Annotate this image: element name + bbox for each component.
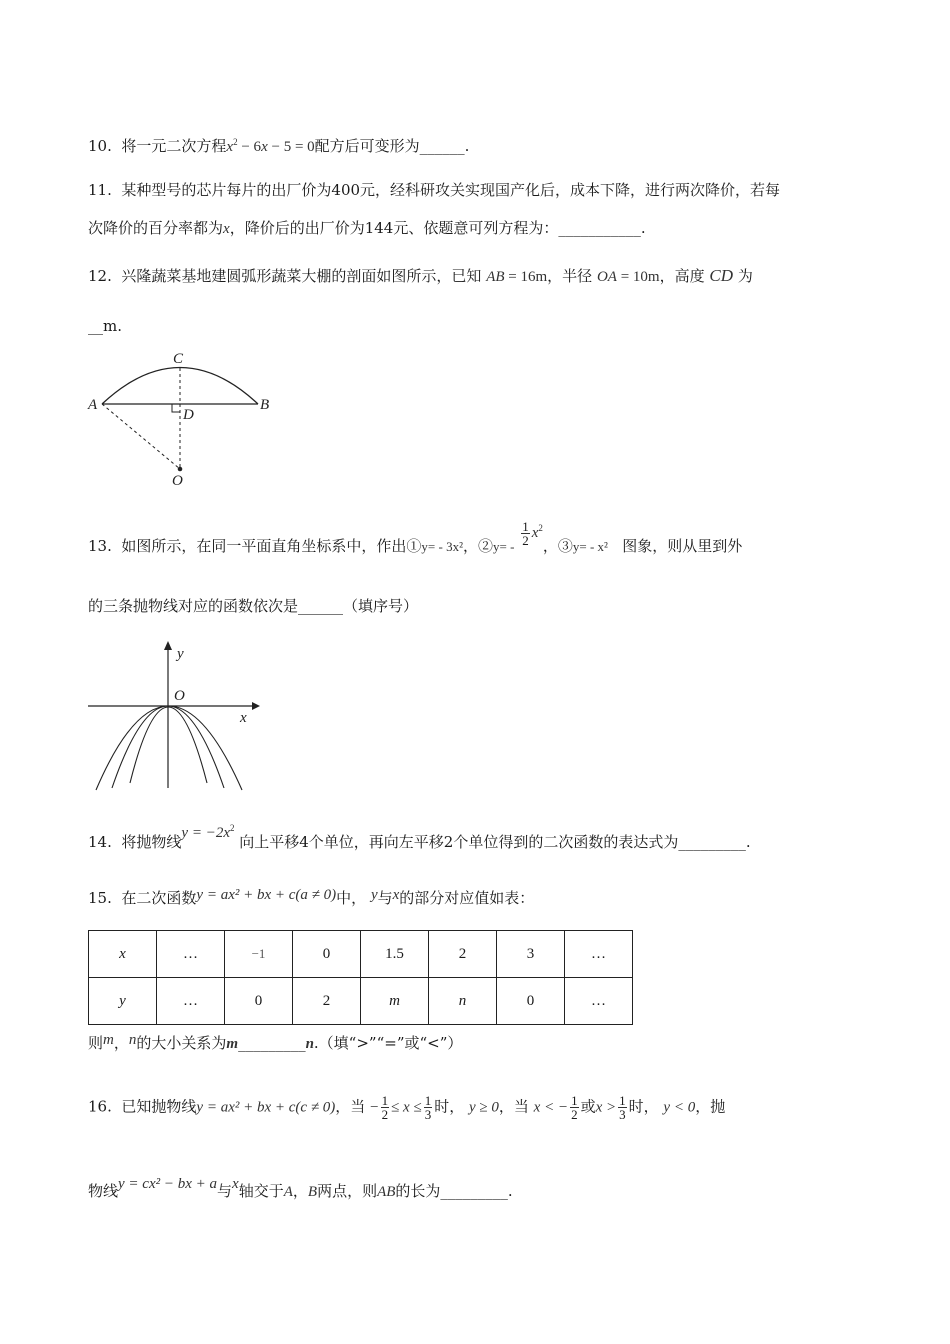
fraction-one-third: $\frac{1}{3}$ xyxy=(424,1093,432,1122)
table-cell: 0 xyxy=(497,978,565,1025)
parabolas-figure xyxy=(80,638,280,798)
table-cell: y xyxy=(89,978,157,1025)
label-b: B xyxy=(260,397,270,413)
question-14: 14. 将抛物线$y = -2x^2$ 向上平移4个单位，再向左平移2个单位得到的二次函数的表达式为_________. xyxy=(88,823,751,851)
question-13-line2: 的三条抛物线对应的函数依次是______（填序号） xyxy=(88,597,419,615)
label-d: D xyxy=(183,407,194,423)
label-o: O xyxy=(174,688,185,704)
question-15-after: 则m，n的大小关系为m_________n.（填“>”“=”或“<”） xyxy=(88,1032,463,1052)
table-cell: … xyxy=(565,931,633,978)
label-o: O xyxy=(172,473,183,489)
table-row-x xyxy=(89,931,633,978)
question-16-line2: 物线y = cx² − bx + a与x轴交于A，B两点，则AB的长为_________. xyxy=(88,1176,513,1200)
fraction-one-half: $\frac{1}{2}$ xyxy=(571,1093,578,1122)
table-cell: … xyxy=(157,931,225,978)
table-row-y xyxy=(89,978,633,1025)
table-cell: m xyxy=(361,978,429,1025)
table-cell: 0 xyxy=(225,978,293,1025)
table-cell: … xyxy=(565,978,633,1025)
table-cell: … xyxy=(157,978,225,1025)
table-cell: −1 xyxy=(225,931,293,978)
y-axis-arrow xyxy=(164,641,172,650)
value-table xyxy=(88,930,633,1025)
question-11-line2: 次降价的百分率都为x，降价后的出厂价为144元、依题意可列方程为：___________. xyxy=(88,219,646,237)
table-cell: 2 xyxy=(429,931,497,978)
right-angle-mark xyxy=(172,404,180,412)
table-cell: 3 xyxy=(497,931,565,978)
label-c: C xyxy=(173,351,184,367)
arc-greenhouse-figure xyxy=(80,345,290,490)
fraction-one-half: $\frac{1}{2}$ xyxy=(381,1093,389,1122)
label-y: y xyxy=(177,646,184,662)
x-axis-arrow xyxy=(252,702,260,710)
fraction-one-third: $\frac{1}{3}$ xyxy=(619,1093,626,1122)
question-11: 11. 某种型号的芯片每片的出厂价为400元，经科研攻关实现国产化后，成本下降，进行两次降价，若每 xyxy=(88,181,781,199)
fraction-one-half: $\frac{1}{2}$ xyxy=(522,518,529,548)
label-x: x xyxy=(240,710,247,726)
table-cell: x xyxy=(89,931,157,978)
question-12-line2: __m. xyxy=(88,317,122,335)
label-a: A xyxy=(88,397,98,413)
question-10: 10. 将一元二次方程$x^2 - 6x - 5 = 0$配方后可变形为______. xyxy=(88,137,470,155)
table-cell: 0 xyxy=(293,931,361,978)
segment-ao xyxy=(102,404,180,469)
question-15: 15. 在二次函数y = ax² + bx + c(a ≠ 0)中， y与x的部分对应值如表： xyxy=(88,887,535,907)
center-point xyxy=(178,467,183,472)
question-16: 16. 已知抛物线y = ax² + bx + c(c ≠ 0)，当 − $\frac{1}{2}$ ≤ x ≤ $\frac{1}{3}$ 时， y ≥ 0，当 x < − $\frac{1}{2}$ 或x > $\frac{1}{3}$ 时， y < 0，抛 xyxy=(88,1093,726,1122)
table-cell: n xyxy=(429,978,497,1025)
question-13: 13. 如图所示，在同一平面直角坐标系中，作出①y= - 3x²，②y= - $\frac{1}{2}$ $x^2$，③y= - x² 图象，则从里到外 xyxy=(88,518,743,555)
table-cell: 2 xyxy=(293,978,361,1025)
table-cell: 1.5 xyxy=(361,931,429,978)
question-12: 12. 兴隆蔬菜基地建圆弧形蔬菜大棚的剖面如图所示，已知 AB = 16m，半径 OA = 10m，高度 CD 为 xyxy=(88,266,753,285)
